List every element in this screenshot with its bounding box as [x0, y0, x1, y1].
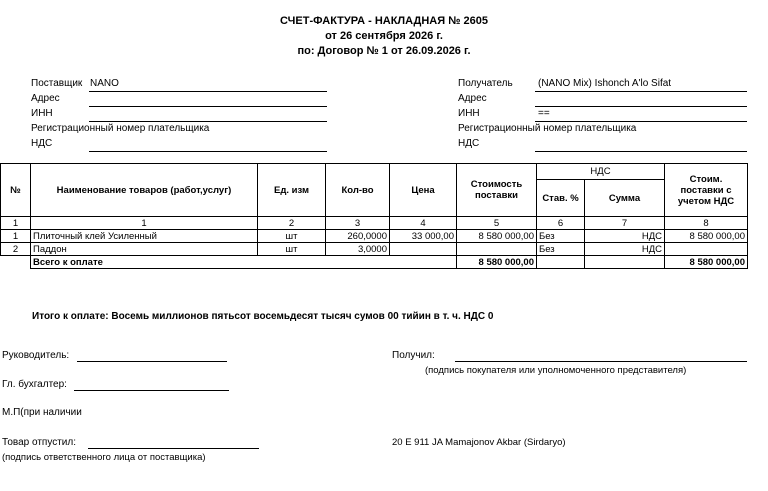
recipient-label: Получатель — [458, 78, 513, 89]
colnum-1b: 1 — [31, 217, 258, 230]
total-vat-rate — [537, 256, 585, 269]
row-price — [390, 243, 457, 256]
header-price: Цена — [390, 164, 457, 217]
recipient-line — [535, 91, 747, 92]
recipient-inn-label: ИНН — [458, 108, 480, 119]
recipient-address-line — [535, 106, 747, 107]
invoice-table — [0, 163, 748, 269]
header-num: № — [1, 164, 31, 217]
received-note: (подпись покупателя или уполномоченного представителя) — [425, 365, 687, 376]
recipient-address-label: Адрес — [458, 93, 487, 104]
header-cost: Стоимость поставки — [457, 164, 537, 217]
total-with-vat: 8 580 000,00 — [665, 256, 748, 269]
row-name: Плиточный клей Усиленный — [31, 230, 258, 243]
supplier-address-label: Адрес — [31, 93, 60, 104]
summary-text: Итого к оплате: Восемь миллионов пятьсот восемьдесят тысяч сумов 00 тийин в т. ч. НДС 0 — [32, 311, 494, 322]
released-line — [88, 448, 259, 449]
supplier-inn-line — [89, 121, 327, 122]
colnum-1: 1 — [1, 217, 31, 230]
table-row — [1, 243, 748, 256]
received-line — [455, 361, 747, 362]
row-vat-sum: НДС — [585, 243, 665, 256]
total-label: Всего к оплате — [31, 256, 457, 269]
recipient-inn-value: == — [538, 108, 550, 119]
table-row — [1, 230, 748, 243]
row-num: 1 — [1, 230, 31, 243]
total-empty — [1, 256, 31, 269]
recipient-inn-line — [535, 121, 747, 122]
supplier-inn-label: ИНН — [31, 108, 53, 119]
accountant-line — [74, 390, 229, 391]
header-name: Наименование товаров (работ,услуг) — [31, 164, 258, 217]
invoice-contract: по: Договор № 1 от 26.09.2026 г. — [297, 45, 471, 57]
colnum-2: 2 — [258, 217, 326, 230]
supplier-address-line — [89, 106, 327, 107]
received-label: Получил: — [392, 350, 435, 361]
supplier-name: NANO — [90, 78, 119, 89]
supplier-line — [89, 91, 327, 92]
director-label: Руководитель: — [2, 350, 70, 361]
row-price: 33 000,00 — [390, 230, 457, 243]
colnum-5: 5 — [457, 217, 537, 230]
colnum-8: 8 — [665, 217, 748, 230]
supplier-reg-label: Регистрационный номер плательщика — [31, 123, 210, 134]
row-cost: 8 580 000,00 — [457, 230, 537, 243]
row-vat-sum: НДС — [585, 230, 665, 243]
recipient-name: (NANO Mix) Ishonch A'lo Sifat — [538, 78, 672, 89]
invoice-date: от 26 сентября 2026 г. — [325, 30, 443, 42]
colnum-4: 4 — [390, 217, 457, 230]
header-qty: Кол-во — [326, 164, 390, 217]
colnum-6: 6 — [537, 217, 585, 230]
row-total — [665, 243, 748, 256]
accountant-label: Гл. бухгалтер: — [2, 379, 67, 390]
header-vat-rate: Став. % — [537, 180, 585, 217]
invoice-title: СЧЕТ-ФАКТУРА - НАКЛАДНАЯ № 2605 — [280, 15, 488, 27]
recipient-vat-line — [535, 151, 747, 152]
agent-text: 20 E 911 JA Mamajonov Akbar (Sirdaryo) — [392, 437, 566, 448]
column-number-row — [1, 217, 748, 230]
header-unit: Ед. изм — [258, 164, 326, 217]
total-vat-sum — [585, 256, 665, 269]
header-vat-sum: Сумма — [585, 180, 665, 217]
supplier-label: Поставщик — [31, 78, 83, 89]
header-vat: НДС — [537, 164, 665, 180]
supplier-vat-label: НДС — [31, 138, 53, 149]
colnum-3: 3 — [326, 217, 390, 230]
colnum-7: 7 — [585, 217, 665, 230]
row-qty: 260,0000 — [326, 230, 390, 243]
row-unit: шт — [258, 243, 326, 256]
director-line — [77, 361, 227, 362]
row-cost — [457, 243, 537, 256]
recipient-reg-label: Регистрационный номер плательщика — [458, 123, 637, 134]
row-num: 2 — [1, 243, 31, 256]
row-unit: шт — [258, 230, 326, 243]
stamp-label: М.П(при наличии — [2, 407, 82, 418]
recipient-vat-label: НДС — [458, 138, 480, 149]
row-vat-rate: Без — [537, 243, 585, 256]
total-row — [1, 256, 748, 269]
header-total: Стоим. поставки с учетом НДС — [665, 164, 748, 217]
supplier-vat-line — [89, 151, 327, 152]
row-vat-rate: Без — [537, 230, 585, 243]
row-total: 8 580 000,00 — [665, 230, 748, 243]
released-label: Товар отпустил: — [2, 437, 76, 448]
row-name: Паддон — [31, 243, 258, 256]
row-qty: 3,0000 — [326, 243, 390, 256]
released-note: (подпись ответственного лица от поставщика) — [2, 452, 206, 463]
total-cost: 8 580 000,00 — [457, 256, 537, 269]
